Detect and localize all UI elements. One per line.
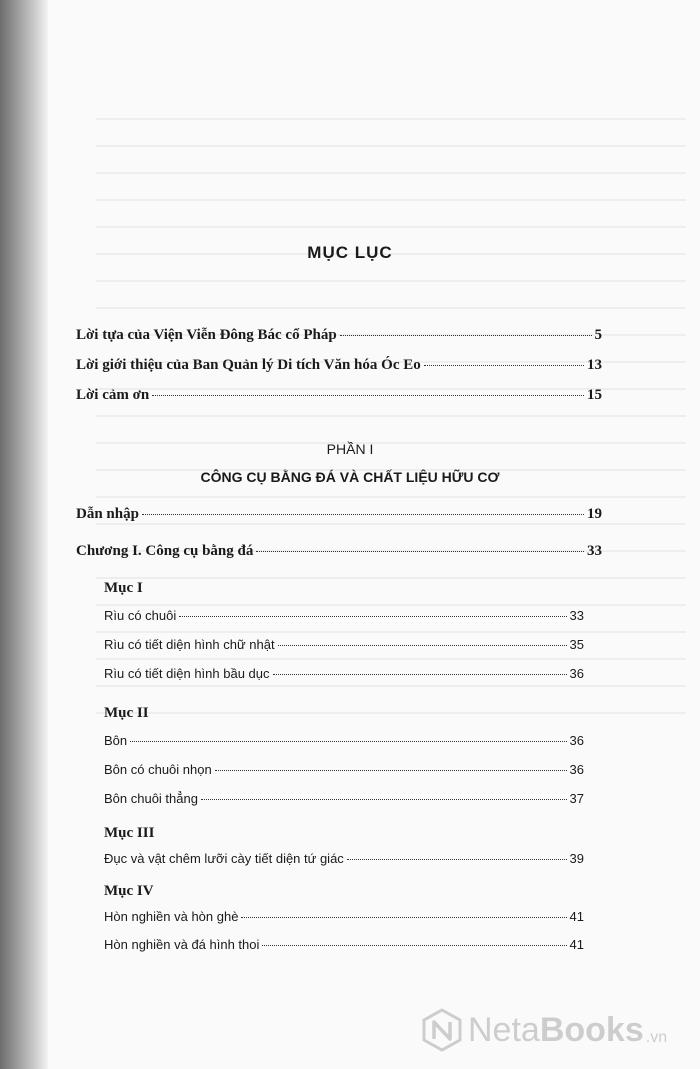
netabooks-logo-icon	[420, 1008, 464, 1052]
dot-leader	[215, 770, 567, 771]
toc-entry-label: Đục và vật chêm lưỡi cày tiết diện tứ giác	[104, 851, 344, 866]
netabooks-watermark	[420, 1000, 667, 1060]
toc-entry-label: Bôn có chuôi nhọn	[104, 762, 212, 777]
toc-entry[interactable]	[104, 937, 584, 952]
toc-entry-label: Lời tựa của Viện Viễn Đông Bác cổ Pháp	[76, 327, 337, 343]
toc-entry-label: Hòn nghiền và đá hình thoi	[104, 937, 260, 952]
toc-entry[interactable]	[104, 666, 584, 681]
toc-entry-foreword[interactable]	[76, 327, 602, 344]
dot-leader	[273, 674, 567, 675]
toc-entry-label: Rìu có tiết diện hình chữ nhật	[104, 637, 275, 652]
dot-leader	[262, 945, 566, 946]
section-heading: Mục I	[104, 580, 143, 596]
dot-leader	[179, 616, 566, 617]
toc-entry-label: Chương I. Công cụ bằng đá	[76, 543, 254, 559]
toc-entry-page: 36	[569, 666, 584, 681]
toc-entry-page: 33	[569, 608, 584, 623]
toc-entry-page: 36	[569, 733, 584, 748]
toc-entry-label: Bôn chuôi thẳng	[104, 791, 198, 806]
dot-leader	[347, 859, 567, 860]
toc-entry-label: Rìu có chuôi	[104, 608, 177, 623]
dot-leader	[130, 741, 566, 742]
toc-entry-page: 39	[569, 851, 584, 866]
dot-leader	[424, 365, 584, 366]
dot-leader	[142, 514, 584, 515]
watermark-text: NetaBooks	[468, 1010, 644, 1049]
toc-entry-label: Hòn nghiền và hòn ghè	[104, 909, 239, 924]
toc-entry[interactable]	[104, 791, 584, 806]
toc-entry-page: 33	[587, 543, 602, 559]
toc-entry-label: Bôn	[104, 733, 128, 748]
toc-entry-page: 19	[587, 506, 602, 522]
dot-leader	[201, 799, 567, 800]
toc-entry-label: Lời cảm ơn	[76, 387, 150, 403]
toc-entry[interactable]	[104, 733, 584, 748]
toc-entry-page: 36	[569, 762, 584, 777]
dot-leader	[241, 917, 566, 918]
toc-entry-introduction-board[interactable]	[76, 357, 602, 374]
part-title: CÔNG CỤ BẰNG ĐÁ VÀ CHẤT LIỆU HỮU CƠ	[200, 469, 500, 485]
dot-leader	[278, 645, 567, 646]
dot-leader	[340, 335, 592, 336]
toc-entry-label: Lời giới thiệu của Ban Quản lý Di tích Văn hóa Óc Eo	[76, 357, 421, 373]
toc-entry-intro[interactable]	[76, 506, 602, 523]
toc-entry-page: 35	[569, 637, 584, 652]
toc-entry[interactable]	[104, 637, 584, 652]
toc-entry-page: 5	[594, 327, 602, 343]
dot-leader	[152, 395, 584, 396]
section-heading: Mục IV	[104, 883, 154, 899]
page-title: MỤC LỤC	[307, 243, 393, 262]
toc-entry[interactable]	[104, 851, 584, 866]
toc-entry[interactable]	[104, 909, 584, 924]
toc-entry[interactable]	[104, 608, 584, 623]
toc-entry-page: 37	[569, 791, 584, 806]
section-heading: Mục II	[104, 705, 149, 721]
toc-entry-page: 41	[569, 909, 584, 924]
watermark-suffix: .vn	[645, 1029, 668, 1046]
toc-entry-label: Dẫn nhập	[76, 506, 139, 522]
toc-entry-label: Rìu có tiết diện hình bầu dục	[104, 666, 270, 681]
part-label: PHẦN I	[326, 441, 374, 457]
toc-entry-chapter-1[interactable]	[76, 543, 602, 560]
toc-entry-page: 41	[569, 937, 584, 952]
section-heading: Mục III	[104, 825, 155, 841]
toc-entry-page: 15	[587, 387, 602, 403]
toc-entry-acknowledgements[interactable]	[76, 387, 602, 404]
toc-entry[interactable]	[104, 762, 584, 777]
toc-entry-page: 13	[587, 357, 602, 373]
dot-leader	[256, 551, 584, 552]
